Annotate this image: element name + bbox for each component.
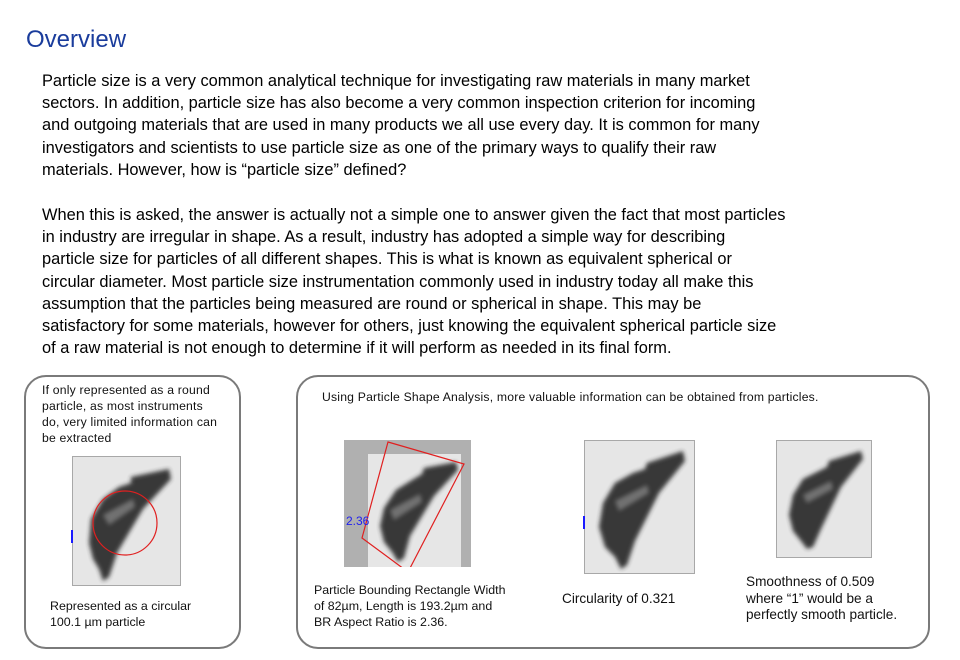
paragraph-line: in industry are irregular in shape. As a result, industry has adopted a simple way for describing	[42, 228, 726, 247]
paragraph-line: assumption that the particles being measured are round or spherical in shape. This may be	[42, 294, 702, 313]
caption-line: Represented as a circular	[50, 599, 192, 613]
shape-analysis-intro: Using Particle Shape Analysis, more valuable information can be obtained from particles.	[322, 390, 819, 404]
paragraph-line: investigators and scientists to use particle size as one of the primary ways to qualify their raw	[42, 138, 717, 157]
intro-line: particle, as most instruments	[42, 399, 203, 413]
bounding-rect-caption	[314, 582, 505, 630]
paragraph-line: and outgoing materials that are used in many products we all use every day. It is common for many	[42, 116, 760, 135]
paragraph-line: Particle size is a very common analytical technique for investigating raw materials in many market	[42, 72, 750, 90]
marker-tick	[71, 530, 73, 543]
intro-paragraph	[42, 70, 912, 181]
caption-line: BR Aspect Ratio is 2.36.	[314, 615, 448, 629]
caption-line: perfectly smooth particle.	[746, 607, 898, 622]
paragraph-line: When this is asked, the answer is actually not a simple one to answer given the fact that most particles	[42, 206, 786, 224]
particle-image-smoothness	[776, 440, 872, 558]
particle-image-bounding-rect	[344, 440, 471, 567]
aspect-ratio-label: 2.36	[346, 514, 370, 528]
paragraph-line: of a raw material is not enough to determine if it will perform as needed in its final form.	[42, 339, 672, 358]
intro-line: be extracted	[42, 431, 112, 445]
circularity-caption: Circularity of 0.321	[562, 591, 676, 606]
explanation-paragraph	[42, 204, 912, 359]
caption-line: where “1” would be a	[746, 590, 873, 606]
paragraph-line: circular diameter. Most particle size instrumentation commonly used in industry today all make this	[42, 272, 754, 291]
caption-line: Particle Bounding Rectangle Width	[314, 583, 506, 597]
marker-tick	[583, 516, 585, 529]
paragraph-line: sectors. In addition, particle size has also become a very common inspection criterion for incoming	[42, 94, 756, 113]
intro-line: do, very limited information can	[42, 415, 218, 429]
smoothness-caption	[746, 574, 897, 624]
caption-line: of 82µm, Length is 193.2µm and	[314, 599, 493, 613]
paragraph-line: satisfactory for some materials, however for others, just knowing the equivalent spherical particle size	[42, 317, 777, 336]
paragraph-line: materials. However, how is “particle size” defined?	[42, 160, 407, 179]
particle-image-circle	[72, 456, 181, 586]
round-particle-intro	[42, 382, 217, 446]
page-title: Overview	[26, 26, 127, 53]
paragraph-line: particle size for particles of all different shapes. This is what is known as equivalent spherical or	[42, 250, 732, 269]
caption-line: Smoothness of 0.509	[746, 574, 875, 589]
particle-image-circularity	[584, 440, 695, 574]
intro-line: If only represented as a round	[42, 383, 210, 397]
round-particle-caption	[50, 598, 191, 630]
caption-line: 100.1 µm particle	[50, 615, 146, 629]
